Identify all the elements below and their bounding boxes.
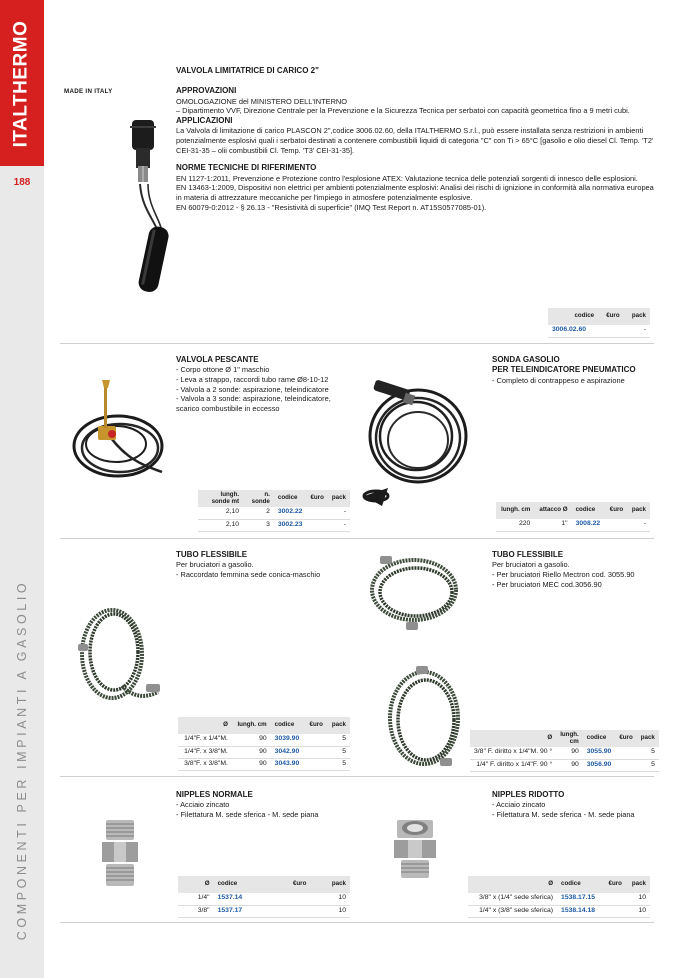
euro-cell (603, 905, 626, 917)
codice-cell: 1538.14.18 (557, 905, 603, 917)
divider (60, 538, 654, 539)
col-header: €uro (603, 876, 626, 893)
codice-cell: 3006.02.60 (548, 325, 598, 337)
euro-cell (615, 759, 636, 771)
desc-line: - Raccordato femmina sede conica-maschio (176, 570, 321, 580)
lungh-cell: 90 (232, 734, 271, 746)
col-header: codice (557, 876, 603, 893)
valvola-pescante-table (198, 490, 350, 532)
table-row (178, 746, 350, 758)
desc-line: - Per bruciatori Riello Mectron cod. 3055.90 (492, 570, 635, 580)
col-header: pack (627, 502, 650, 519)
desc-line: - Filettatura M. sede sferica - M. sede piana (492, 810, 635, 820)
d-cell: 3/8" (178, 905, 214, 917)
valvola-limitatrice-section (176, 66, 654, 212)
col-header: pack (626, 876, 650, 893)
col-header: codice (583, 730, 616, 747)
valvola-pescante-image (66, 376, 170, 486)
section-title: COMPONENTI PER IMPIANTI A GASOLIO (14, 579, 29, 941)
sonda-gasolio-section (492, 355, 654, 385)
d-cell: 3/8"F. x 3/8"M. (178, 758, 232, 770)
euro-cell (603, 893, 626, 905)
tubo-flessibile-1-title: TUBO FLESSIBILE (176, 550, 248, 559)
nipples-ridotto-table (468, 876, 650, 918)
nipples-ridotto-title: NIPPLES RIDOTTO (492, 790, 565, 799)
pack-cell: 10 (626, 905, 650, 917)
col-header: pack (328, 490, 350, 507)
col-header: lungh. cm (496, 502, 534, 519)
tubo-flessibile-2-image (366, 548, 466, 634)
attacco-cell: 1" (534, 519, 571, 531)
euro-cell (272, 893, 310, 905)
col-header: codice (214, 876, 272, 893)
col-header: Ø (470, 730, 556, 747)
pack-cell: 5 (637, 747, 659, 759)
desc-line: - Leva a strappo, raccordi tubo rame Ø8-10-12 (176, 375, 329, 385)
col-header: lungh. cm (556, 730, 583, 747)
codice-cell: 3039.90 (271, 734, 305, 746)
d-cell: 1/4"F. x 1/4"M. (178, 734, 232, 746)
approvazioni-line-1: OMOLOGAZIONE del MINISTERO DELL'INTERNO (176, 96, 348, 106)
pack-cell: 10 (310, 893, 350, 905)
norme-line-1: EN 1127-1:2011, Prevenzione e Protezione contro l'esplosione ATEX: Valutazione tecnica delle potenziali sorgenti di innesco delle esplosioni. (176, 173, 638, 183)
sonda-gasolio-table (496, 502, 650, 532)
table-row (178, 893, 350, 905)
tubo-flessibile-3-image (380, 664, 470, 774)
col-header: €uro (615, 730, 636, 747)
euro-cell (306, 519, 327, 531)
applicazioni-text: La Valvola di limitazione di carico PLASCON 2",codice 3006.02.60, della ITALTHERMO S.r.l., può essere installata senza restrizioni in ambienti potenzialmente esplosivi quali i serbatoi destinati a contenere combustibili liquidi di categoria "C" con Ti > 65°C [gasolio e olio diesel Cl. Temp. 'T2' CEI-31-35 – olii combustibili Cl. Temp. 'T3' CEI-31-35]. (176, 126, 654, 155)
desc-line: Per bruciatori a gasolio. (492, 560, 570, 570)
euro-cell (305, 746, 327, 758)
sonda-gasolio-image (360, 356, 472, 512)
norme-line-2: EN 13463-1:2009, Dispositivi non elettrici per ambienti potenzialmente esplosivi: Analisi dei rischi di ignizione in conformità alla normativa europea in materia di attrezzature meccaniche per l'impiego in atmosfere potenzialmente esplosive. (176, 183, 654, 202)
pack-cell: - (328, 507, 350, 519)
col-header: €uro (598, 308, 624, 325)
lungh-cell: 90 (232, 746, 271, 758)
desc-line: - Filettatura M. sede sferica - M. sede piana (176, 810, 319, 820)
col-header: €uro (272, 876, 310, 893)
made-in-italy-label: MADE IN ITALY (64, 88, 113, 95)
desc-line: - Valvola a 3 sonde: aspirazione, teleindicatore, (176, 394, 331, 404)
codice-cell: 3055.90 (583, 747, 616, 759)
page-number: 188 (13, 177, 31, 188)
table-row (470, 759, 659, 771)
tubo-flessibile-2-title: TUBO FLESSIBILE (492, 550, 564, 559)
lungh-cell: 220 (496, 519, 534, 531)
nipples-normale-title: NIPPLES NORMALE (176, 790, 253, 799)
desc-line: - Completo di contrappeso e aspirazione (492, 375, 625, 385)
col-header: €uro (305, 717, 327, 734)
col-header: n. sonde (243, 490, 274, 507)
pack-cell: - (627, 519, 650, 531)
nipples-normale-table (178, 876, 350, 918)
table-row (470, 747, 659, 759)
brand-block (0, 0, 44, 166)
table-row (468, 905, 650, 917)
codice-cell: 3042.90 (271, 746, 305, 758)
nipples-ridotto-image (392, 818, 438, 880)
euro-cell (305, 758, 327, 770)
tubo-flessibile-1-table (178, 717, 350, 771)
table-row (198, 507, 350, 519)
col-header: pack (624, 308, 650, 325)
valvola-limitatrice-table (548, 308, 650, 338)
nipples-normale-section (176, 790, 376, 820)
approvazioni-line-2: – Dipartimento VVF, Direzione Centrale per la Prevenzione e la Sicurezza Tecnica per serbatoi con capacità geometrica fino a 9 metri cubi. (176, 106, 630, 116)
euro-cell (306, 507, 327, 519)
col-header: codice (548, 308, 598, 325)
table-row (468, 893, 650, 905)
norme-heading: NORME TECNICHE DI RIFERIMENTO (176, 163, 317, 173)
codice-cell: 1537.17 (214, 905, 272, 917)
table-row (496, 519, 650, 531)
desc-line: - Per bruciatori MEC cod.3056.90 (492, 579, 602, 589)
lungh-cell: 2,10 (198, 519, 243, 531)
norme-line-3: EN 60079-0:2012 - § 26.13 - "Resistività di superficie" (IMQ Test Report n. AT15S0577085-01). (176, 202, 487, 212)
pack-cell: 5 (327, 746, 350, 758)
col-header: attacco Ø (534, 502, 571, 519)
codice-cell: 1538.17.15 (557, 893, 603, 905)
tubo-flessibile-2-table (470, 730, 659, 772)
col-header: Ø (468, 876, 557, 893)
desc-line: scarico combustibile in eccesso (176, 403, 280, 413)
applicazioni-heading: APPLICAZIONI (176, 116, 233, 126)
pack-cell: - (328, 519, 350, 531)
valvola-limitatrice-image (118, 112, 178, 294)
lungh-cell: 90 (232, 758, 271, 770)
desc-line: - Acciaio zincato (492, 800, 546, 810)
table-row (178, 734, 350, 746)
d-cell: 1/4"F. x 3/8"M. (178, 746, 232, 758)
codice-cell: 1537.14 (214, 893, 272, 905)
divider (60, 343, 654, 344)
euro-cell (598, 325, 624, 337)
col-header: Ø (178, 717, 232, 734)
col-header: pack (637, 730, 659, 747)
col-header: lungh. sonde mt (198, 490, 243, 507)
divider (60, 776, 654, 777)
col-header: codice (572, 502, 606, 519)
col-header: €uro (605, 502, 627, 519)
table-row (178, 905, 350, 917)
valvola-limitatrice-title: VALVOLA LIMITATRICE DI CARICO 2" (176, 66, 319, 75)
sonda-gasolio-title: SONDA GASOLIO (492, 355, 560, 364)
col-header: Ø (178, 876, 214, 893)
col-header: codice (274, 490, 307, 507)
d-cell: 3/8" F. diritto x 1/4"M. 90 ° (470, 747, 556, 759)
pack-cell: 10 (626, 893, 650, 905)
tubo-flessibile-1-section (176, 550, 376, 580)
table-row (178, 758, 350, 770)
col-header: pack (310, 876, 350, 893)
table-row (198, 519, 350, 531)
desc-line: - Valvola a 2 sonde: aspirazione, teleindicatore (176, 384, 329, 394)
euro-cell (305, 734, 327, 746)
d-cell: 3/8" x (1/4" sede sferica) (468, 893, 557, 905)
d-cell: 1/4" x (3/8" sede sferica) (468, 905, 557, 917)
d-cell: 1/4" (178, 893, 214, 905)
codice-cell: 3043.90 (271, 758, 305, 770)
pack-cell: 5 (637, 759, 659, 771)
euro-cell (272, 905, 310, 917)
valvola-pescante-title: VALVOLA PESCANTE (176, 355, 259, 364)
lungh-cell: 2,10 (198, 507, 243, 519)
col-header: pack (327, 717, 350, 734)
lungh-cell: 90 (556, 759, 583, 771)
col-header: €uro (306, 490, 327, 507)
nipples-ridotto-section (492, 790, 654, 820)
pack-cell: - (624, 325, 650, 337)
n-cell: 3 (243, 519, 274, 531)
tubo-flessibile-1-image (72, 594, 164, 712)
nipples-normale-image (100, 818, 140, 890)
brand-logo: ITALTHERMO (10, 20, 32, 148)
codice-cell: 3056.90 (583, 759, 616, 771)
d-cell: 1/4" F. diritto x 1/4"F. 90 ° (470, 759, 556, 771)
pack-cell: 5 (327, 734, 350, 746)
lungh-cell: 90 (556, 747, 583, 759)
col-header: codice (271, 717, 305, 734)
codice-cell: 3002.22 (274, 507, 307, 519)
euro-cell (605, 519, 627, 531)
desc-line: Per bruciatori a gasolio. (176, 560, 254, 570)
sidebar (0, 0, 44, 978)
tubo-flessibile-2-section (492, 550, 654, 589)
n-cell: 2 (243, 507, 274, 519)
desc-line: - Corpo ottone Ø 1" maschio (176, 365, 270, 375)
euro-cell (615, 747, 636, 759)
table-row (548, 325, 650, 337)
valvola-pescante-section (176, 355, 376, 414)
sonda-gasolio-subtitle: PER TELEINDICATORE PNEUMATICO (492, 365, 636, 375)
codice-cell: 3002.23 (274, 519, 307, 531)
pack-cell: 5 (327, 758, 350, 770)
codice-cell: 3008.22 (572, 519, 606, 531)
approvazioni-heading: APPROVAZIONI (176, 86, 237, 96)
divider (60, 922, 654, 923)
desc-line: - Acciaio zincato (176, 800, 230, 810)
col-header: lungh. cm (232, 717, 271, 734)
pack-cell: 10 (310, 905, 350, 917)
